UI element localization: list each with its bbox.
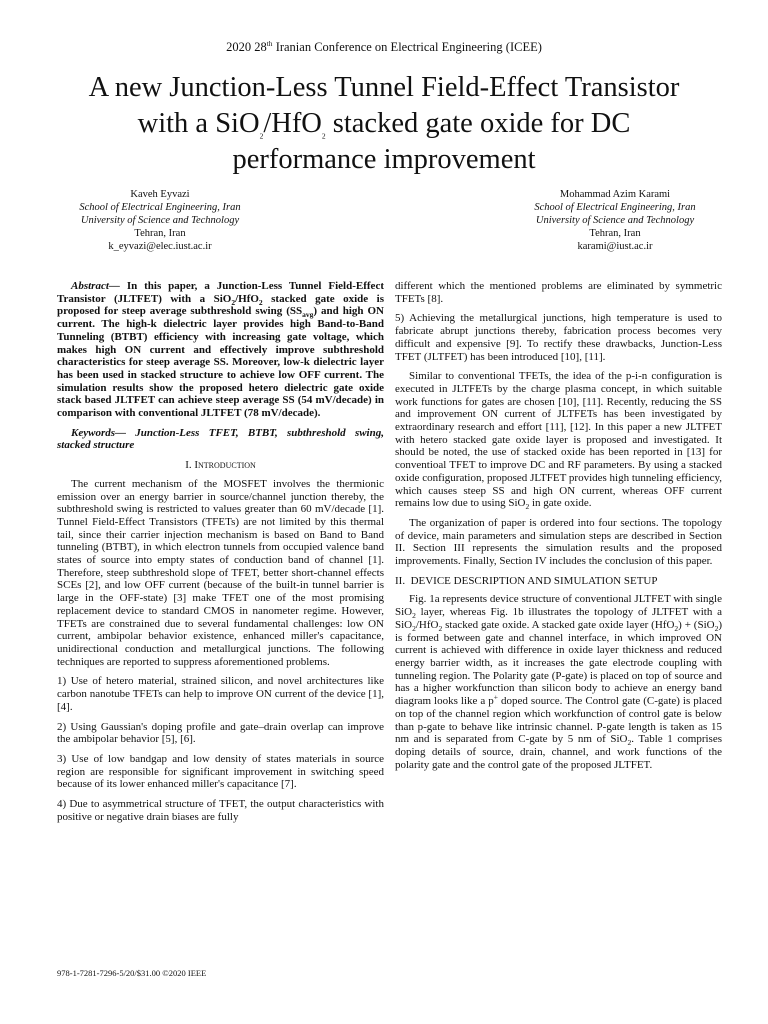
author-name: Kaveh Eyvazi [130, 189, 190, 200]
author-email: karami@iust.ac.ir [577, 241, 653, 252]
author-block-1 [30, 188, 290, 253]
intro-paragraph-1: The current mechanism of the MOSFET involves the thermionic emission over an energy barrier in source/channel junction thereby, the subthreshold swing is restricted to values greater than 60 mV/decade [1]. Tunnel Field-Effect Transistors (TFETs) are not limited by this thermal tail, since their carrier injection mechanism is based on Band to Band tunneling (BTBT), in which electron tunnels from occupied valence band states of source into empty states of conduction band of channel [1]. Therefore, steep subthreshold slope of TFET, better short-channel effects SCEs [2], and low OFF current (because of the built-in tunnel barrier is large in the OFF-state) [3] make TFET one of the most promising replacement device to standard CMOS in nanometer regime. However, TFETs are constrained due to several fundamental challenges: low ON current, ambipolar behavior existence, enhanced miller's capacitance, unidirectional conduction and metallurgical junctions. The following techniques are reported to suppress aforementioned problems. [57, 477, 384, 668]
author-school: School of Electrical Engineering, Iran [534, 202, 696, 213]
intro-list-item-1: 1) Use of hetero material, strained silicon, and novel architectures like carbon nanotube TFETs can help to improve ON current of the device [1], [4]. [57, 675, 384, 713]
keywords: Keywords— Junction-Less TFET, BTBT, subthreshold swing, stacked structure [57, 426, 384, 452]
author-university: University of Science and Technology [80, 215, 240, 226]
left-column [57, 280, 384, 830]
author-school: School of Electrical Engineering, Iran [79, 202, 241, 213]
intro-paragraph-3: The organization of paper is ordered into four sections. The topology of device, main parameters and simulation steps are described in Section II. Section III represents the simulation results and the proposed improvements. Finally, Section IV includes the conclusion of this paper. [395, 516, 722, 568]
author-city: Tehran, Iran [134, 228, 186, 239]
title-line-2: with a SiO$_2$/HfO$_2$ stacked gate oxide for DC [137, 108, 631, 141]
device-paragraph-1: Fig. 1a represents device structure of conventional JLTFET with single SiO$_2$ layer, whereas Fig. 1b illustrates the topology of JLTFET with a SiO$_2$/HfO$_2$ stacked gate oxide. A stacked gate oxide layer (HfO$_2$) + (SiO$_2$) is formed between gate and channel interface, in which improved ON current is achieved with difference in oxide layer thickness and reduced energy barrier width, as it increases the gate electrode coupling with tunneling region. The Polarity gate (P-gate) is placed on top of source and has a higher workfunction than silicon body to achieve an energy band diagram looks like a p+ doped source. The Control gate (C-gate) is placed on top of the channel region which workfunction of control gate is below than p-gate to behave like intrinsic channel. P-gate length is taken as 15 nm and is separated from C-gate by 5 nm of SiO$_2$. Table 1 comprises doping details of source, drain, channel, and work functions of the polarity gate and the control gate of the proposed JLTFET. [395, 593, 722, 771]
section-heading-device: II. DEVICE DESCRIPTION AND SIMULATION SETUP [395, 574, 658, 587]
abstract: Abstract— In this paper, a Junction-Less Tunnel Field-Effect Transistor (JLTFET) with a SiO$_2$/HfO$_2$ stacked gate oxide is proposed for steep average subthreshold swing $(SS_{avg})$ and high ON current. The high-k dielectric layer provides high Band-to-Band Tunneling (BTBT) efficiency with increasing gate voltage, which makes high ON current and effectively improve subthreshold characteristics for steep average SS. Moreover, low-k dielectric layer has been used in stacked structure to achieve low OFF current. The simulation results show the proposed hetero dielectric gate oxide stack based JLTFET can achieve steep average SS (54 mV/decade) in comparison with conventional JLTFET (78 mV/decade). [57, 280, 384, 420]
section-heading-introduction: I. Introduction [185, 459, 256, 472]
right-column [395, 280, 722, 778]
intro-list-item-2: 2) Using Gaussian's doping profile and gate–drain overlap can improve the ambipolar behavior [5], [6]. [57, 720, 384, 746]
intro-list-item-5: 5) Achieving the metallurgical junctions, high temperature is used to fabricate abrupt junctions thereby, fabrication process becomes very difficult and expensive [9]. To rectify these drawbacks, Junction-Less TFET (JLTFET) has been introduced [10], [11]. [395, 312, 722, 363]
conference-header: 2020 28th Iranian Conference on Electrical Engineering (ICEE) [226, 38, 542, 54]
author-block-2 [485, 188, 745, 253]
intro-list-item-4-end: different which the mentioned problems are eliminated by symmetric TFETs [8]. [395, 280, 722, 305]
copyright-footer: 978-1-7281-7296-5/20/$31.00 ©2020 IEEE [57, 968, 207, 978]
intro-paragraph-2: Similar to conventional TFETs, the idea of the p-i-n configuration is executed in JLTFETs by the charge plasma concept, in which suitable work functions for gates are chosen [10], [11]. Recently, reducing the SS and improvement ON current of JLTFETs has been investigated by extraordinary research and effort [11], [12]. In this paper a new JLTFET with hetero stacked gate oxide layer is proposed and investigated. It should be noted, the use of stacked oxide has been reported in [13] for conventioal TFET to improve DC and RF parameters. By using a stacked oxide configuration, proposed JLTFET provides high tunneling efficiency, which causes steep SS and high ON current, whereas OFF current remains low due to using SiO$_2$ in gate oxide. [395, 370, 722, 512]
intro-list-item-3: 3) Use of low bandgap and low density of states materials in source region are responsible for significant improvement in switching speed because of its lower enhanced miller's capacitance [7]. [57, 752, 384, 791]
author-city: Tehran, Iran [589, 228, 641, 239]
author-email: k_eyvazi@elec.iust.ac.ir [108, 241, 212, 252]
author-university: University of Science and Technology [535, 215, 695, 226]
intro-list-item-4-start: 4) Due to asymmetrical structure of TFET, the output characteristics with positive or negative drain biases are fully [57, 798, 384, 823]
title-line-3: performance improvement [232, 144, 536, 175]
author-name: Mohammad Azim Karami [559, 189, 671, 200]
title-line-1: A new Junction-Less Tunnel Field-Effect Transistor [88, 72, 680, 103]
paper-title [40, 70, 728, 178]
